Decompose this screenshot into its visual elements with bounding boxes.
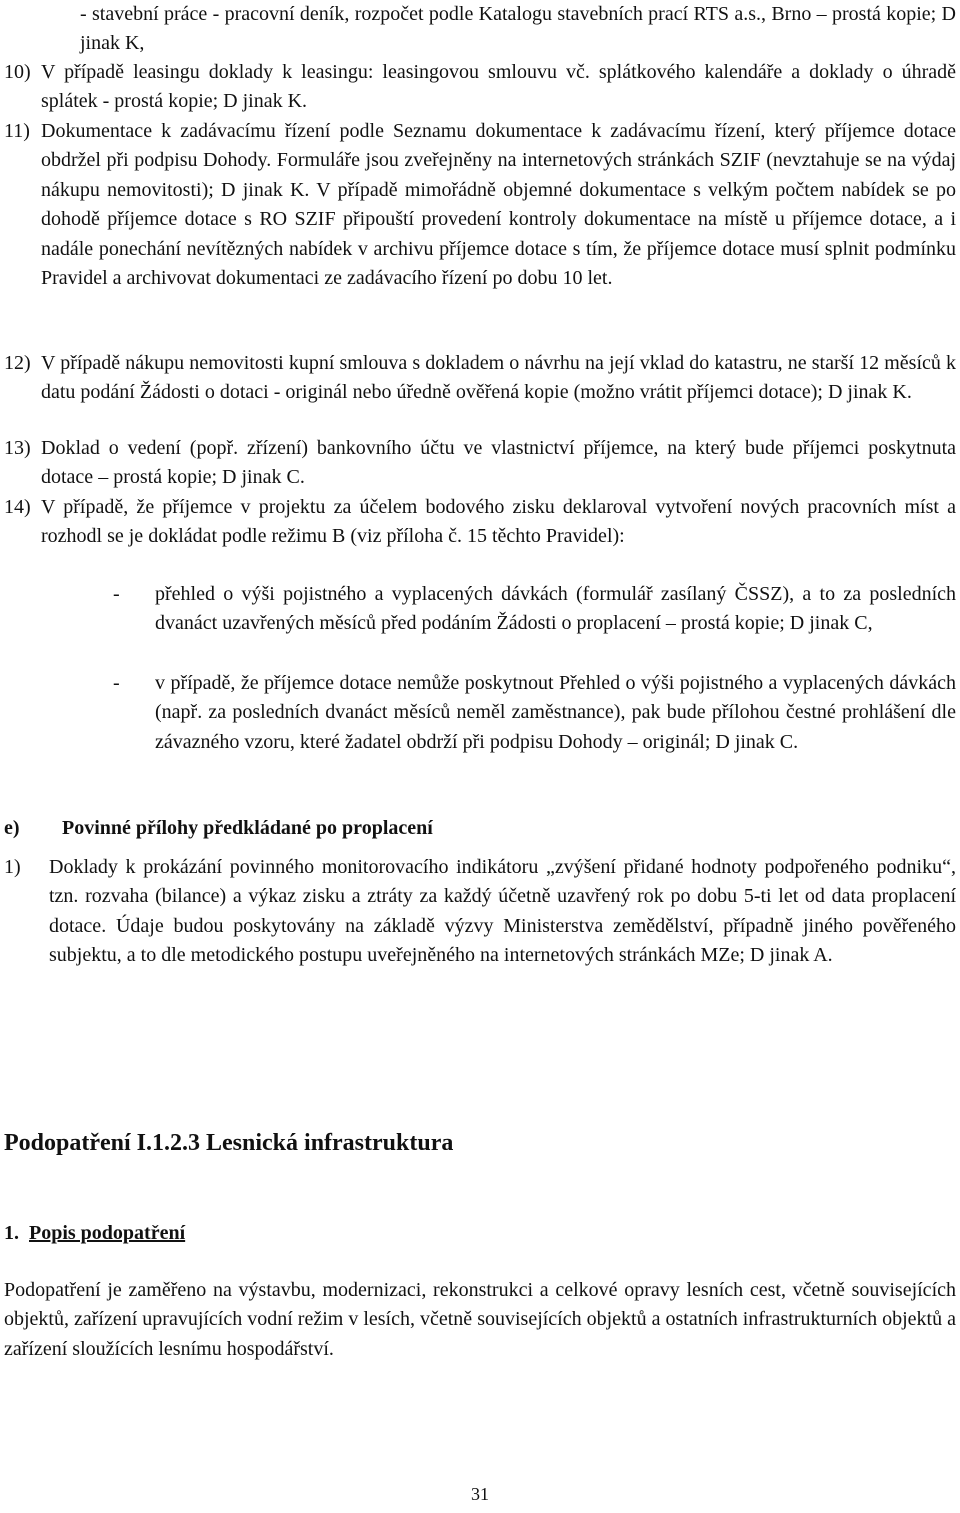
list-item-12: [4, 349, 956, 408]
heading-number: 1.: [4, 1222, 19, 1244]
item-text: Doklady k prokázání povinného monitorovacího indikátoru „zvýšení přidané hodnoty podpořeného podniku“, tzn. rozvaha (bilance) a výkaz zisku a ztráty za každý účetně uzavřený rok po dobu 5-ti let od data proplacení dotace. Údaje budou poskytovány na základě výzvy Ministerstva zemědělství, případně jiného pověřeného subjektu, a to dle metodického postupu uveřejněného na internetových stránkách MZe; D jinak A.: [49, 856, 956, 967]
item-text: V případě leasingu doklady k leasingu: leasingovou smlouvu vč. splátkového kalendáře a doklady o úhradě splátek - prostá kopie; D jinak K.: [41, 61, 956, 113]
list-item-14: [4, 493, 956, 552]
page-number: 31: [471, 1484, 489, 1504]
dash-item-text: v případě, že příjemce dotace nemůže poskytnout Přehled o výši pojistného a vyplacených dávkách (např. za posledních dvanáct měsíců neměl zaměstnance), pak bude přílohou čestné prohlášení dle závazného vzoru, které žadatel obdrží při podpisu Dohody – originál; D jinak C.: [155, 672, 956, 753]
list-item-10: [4, 58, 956, 117]
dash-item-1: [113, 580, 956, 639]
dash-bullet: -: [113, 583, 120, 605]
list-item-11: [4, 117, 956, 293]
section-letter: e): [4, 817, 20, 839]
continuation-item: - stavební práce - pracovní deník, rozpočet podle Katalogu stavebních prací RTS a.s., Brno – prostá kopie; D jinak K,: [80, 3, 956, 55]
item-number: 10): [4, 61, 31, 83]
item-text: Doklad o vedení (popř. zřízení) bankovního účtu ve vlastnictví příjemce, na který bude příjemci poskytnuta dotace – prostá kopie; D jinak C.: [41, 437, 956, 489]
item-number: 11): [4, 120, 30, 142]
heading-title: Popis podopatření: [29, 1222, 186, 1244]
dash-item-text: přehled o výši pojistného a vyplacených dávkách (formulář zasílaný ČSSZ), a to za posledních dvanáct uzavřených měsíců před podáním Žádosti o proplacení – prostá kopie; D jinak C,: [155, 583, 956, 635]
section-e-item-1: [4, 853, 956, 971]
description-heading: [4, 1219, 185, 1248]
subsection-heading: Podopatření I.1.2.3 Lesnická infrastruktura: [4, 1130, 454, 1156]
item-number: 14): [4, 496, 31, 518]
description-paragraph: Podopatření je zaměřeno na výstavbu, modernizaci, rekonstrukci a celkové opravy lesních cest, včetně souvisejících objektů, zařízení upravujících vodní režim v lesích, včetně souvisejících objektů a ostatních infrastrukturních objektů a zařízení sloužících lesnímu hospodářství.: [4, 1279, 956, 1360]
dash-bullet: -: [113, 672, 120, 694]
item-text: Dokumentace k zadávacímu řízení podle Seznamu dokumentace k zadávacímu řízení, který příjemce dotace obdržel při podpisu Dohody. Formuláře jsou zveřejněny na internetových stránkách SZIF (nevztahuje se na výdaj nákupu nemovitosti); D jinak K. V případě mimořádně objemné dokumentace s velkým počtem nabídek se po dohodě příjemce dotace s RO SZIF připouští provedení kontroly dokumentace na místě u příjemce dotace, a i nadále ponechání nevítězných nabídek v archivu příjemce dotace s tím, že příjemce dotace musí splnit podmínku Pravidel a archivovat dokumentaci ze zadávacího řízení po dobu 10 let.: [41, 120, 956, 290]
list-item-13: [4, 434, 956, 493]
item-number: 13): [4, 437, 31, 459]
item-text: V případě nákupu nemovitosti kupní smlouva s dokladem o návrhu na její vklad do katastru, ne starší 12 měsíců k datu podání Žádosti o dotaci - originál nebo úředně ověřená kopie (možno vrátit příjemci dotace); D jinak K.: [41, 352, 956, 404]
section-title: Povinné přílohy předkládané po proplacení: [62, 817, 433, 839]
item-text: V případě, že příjemce v projektu za účelem bodového zisku deklaroval vytvoření nových pracovních míst a rozhodl se je dokládat podle režimu B (viz příloha č. 15 těchto Pravidel):: [41, 496, 956, 548]
item-number: 1): [4, 856, 21, 878]
dash-item-2: [113, 669, 956, 757]
item-number: 12): [4, 352, 31, 374]
